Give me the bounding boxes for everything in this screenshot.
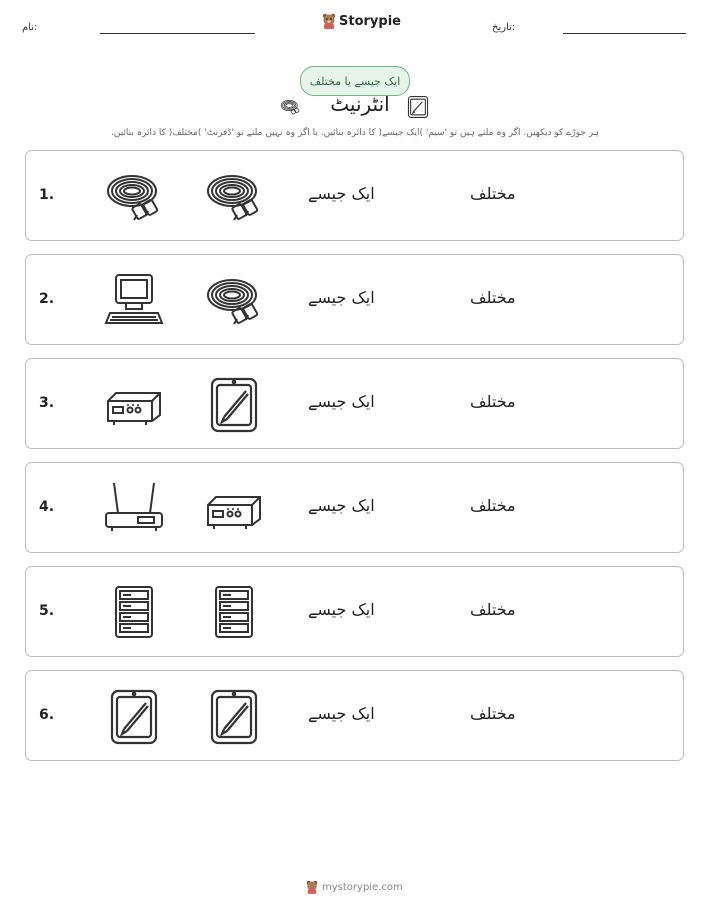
question-number: 4. (39, 499, 55, 515)
option-same[interactable]: ایک جیسے (308, 704, 375, 723)
instructions: ہر جوڑے کو دیکھیں. اگر وہ ملتے ہیں تو 'سیم' )ایک جیسے( کا دائرہ بنائیں. یا اگر وہ نہیں ملتے تو 'ڈفرنٹ' )مختلف( کا دائرہ بنائیں. (110, 128, 600, 138)
option-same[interactable]: ایک جیسے (308, 184, 375, 203)
option-different[interactable]: مختلف (470, 704, 516, 723)
option-same[interactable]: ایک جیسے (308, 288, 375, 307)
server-icon (204, 583, 264, 643)
question-number: 2. (39, 291, 55, 307)
name-line[interactable] (100, 33, 255, 34)
router-icon (104, 479, 164, 539)
modem-icon (104, 375, 164, 435)
question-number: 6. (39, 707, 55, 723)
brand-name: Storypie (339, 13, 401, 29)
option-different[interactable]: مختلف (470, 496, 516, 515)
option-different[interactable]: مختلف (470, 392, 516, 411)
option-different[interactable]: مختلف (470, 288, 516, 307)
question-card (25, 150, 684, 241)
date-label: تاریخ: (492, 22, 516, 33)
cable-icon (204, 271, 264, 331)
option-different[interactable]: مختلف (470, 600, 516, 619)
bear-mascot-icon (322, 13, 336, 29)
tablet-icon (104, 687, 164, 747)
question-card (25, 670, 684, 761)
question-number: 3. (39, 395, 55, 411)
bear-mascot-icon (306, 880, 318, 894)
tablet-icon (405, 94, 431, 120)
tablet-icon (204, 375, 264, 435)
footer-site[interactable]: mystorypie.com (322, 881, 403, 893)
question-card (25, 566, 684, 657)
question-card (25, 358, 684, 449)
cable-icon (104, 167, 164, 227)
brand-logo (322, 13, 401, 29)
cable-icon (204, 167, 264, 227)
computer-icon (104, 271, 164, 331)
option-same[interactable]: ایک جیسے (308, 392, 375, 411)
page-title: انٹرنیٹ (330, 92, 390, 116)
tablet-icon (204, 687, 264, 747)
option-same[interactable]: ایک جیسے (308, 496, 375, 515)
date-line[interactable] (563, 33, 686, 34)
modem-icon (204, 479, 264, 539)
worksheet-type-badge: ایک جیسے یا مختلف (300, 66, 410, 96)
name-label: نام: (22, 22, 38, 33)
option-same[interactable]: ایک جیسے (308, 600, 375, 619)
footer (306, 880, 403, 894)
question-number: 1. (39, 187, 55, 203)
option-different[interactable]: مختلف (470, 184, 516, 203)
cable-icon (277, 96, 303, 118)
question-number: 5. (39, 603, 55, 619)
question-card (25, 254, 684, 345)
question-card (25, 462, 684, 553)
server-icon (104, 583, 164, 643)
